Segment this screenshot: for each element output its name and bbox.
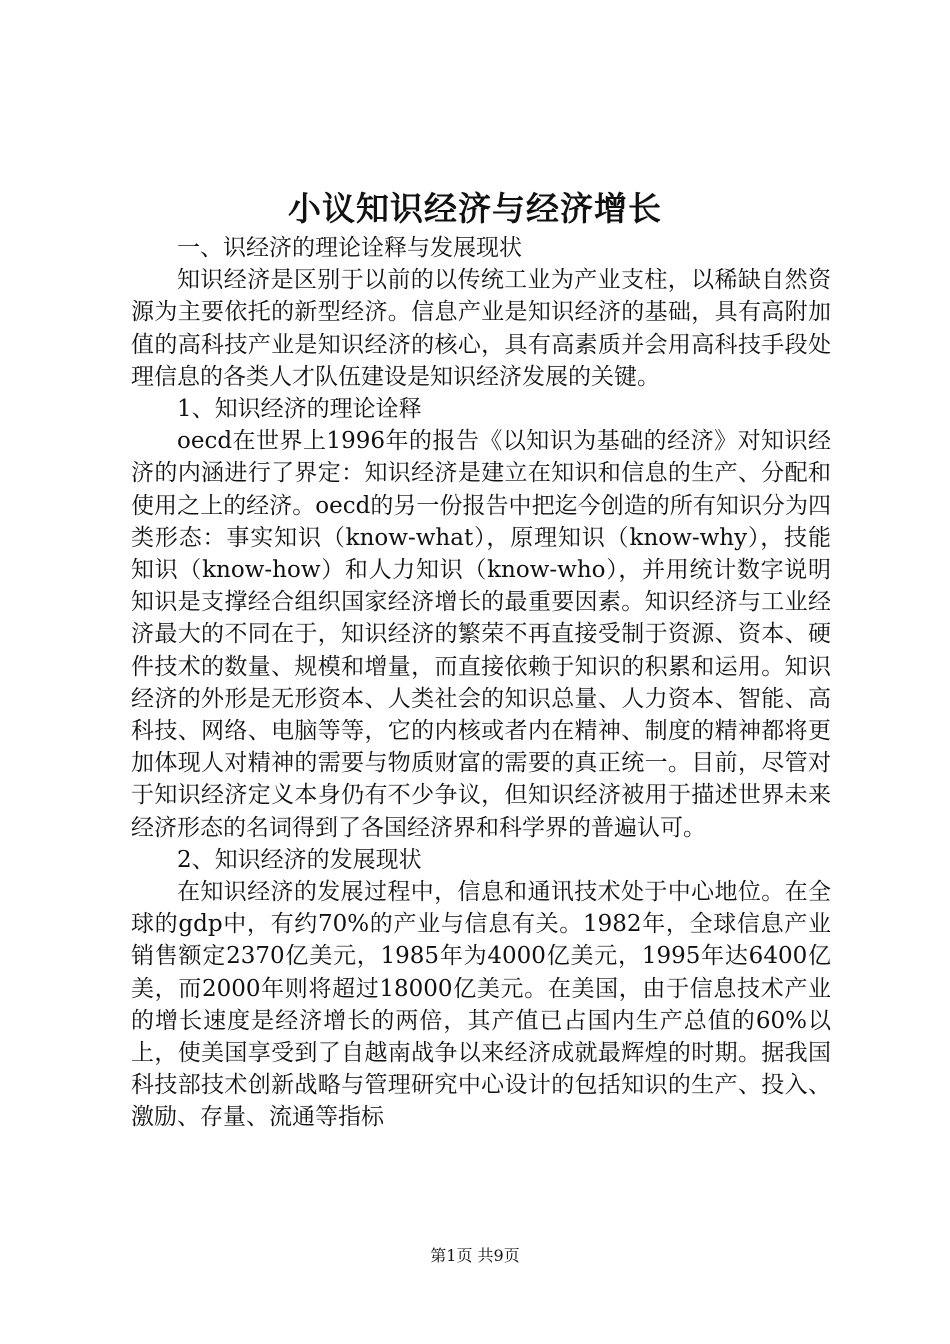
- subsection-heading-theory: 1、知识经济的理论诠释: [177, 396, 422, 423]
- page-number: 第1页 共9页: [430, 1246, 520, 1265]
- document-body: [131, 232, 831, 1134]
- paragraph-theory: oecd在世界上1996年的报告《以知识为基础的经济》对知识经济的内涵进行了界定：知识经济是建立在知识和信息的生产、分配和使用之上的经济。oecd的另一份报告中把迄今创造的所有知识分为四类形态：事实知识（know-what），原理知识（know-why），技能知识（know-how）和人力知识（know-who），并用统计数字说明知识是支撑经合组织国家经济增长的最重要因素。知识经济与工业经济最大的不同在于，知识经济的繁荣不再直接受制于资源、资本、硬件技术的数量、规模和增量，而直接依赖于知识的积累和运用。知识经济的外形是无形资本、人类社会的知识总量、人力资本、智能、高科技、网络、电脑等等，它的内核或者内在精神、制度的精神都将更加体现人对精神的需要与物质财富的需要的真正统一。目前，尽管对于知识经济定义本身仍有不少争议，但知识经济被用于描述世界未来经济形态的名词得到了各国经济界和科学界的普遍认可。: [131, 428, 831, 841]
- paragraph-intro: 知识经济是区别于以前的以传统工业为产业支柱，以稀缺自然资源为主要依托的新型经济。信息产业是知识经济的基础，具有高附加值的高科技产业是知识经济的核心，具有高素质并会用高科技手段处理信息的各类人才队伍建设是知识经济发展的关键。: [131, 267, 831, 390]
- section-heading: 一、识经济的理论诠释与发展现状: [177, 235, 522, 261]
- document-title: 小议知识经济与经济增长: [288, 189, 662, 228]
- paragraph-status: 在知识经济的发展过程中，信息和通讯技术处于中心地位。在全球的gdp中，有约70%的产业与信息有关。1982年，全球信息产业销售额定2370亿美元，1985年为4000亿美元，1995年达6400亿美，而2000年则将超过18000亿美元。在美国，由于信息技术产业的增长速度是经济增长的两倍，其产值已占国内生产总值的60%以上，使美国享受到了自越南战争以来经济成就最辉煌的时期。据我国科技部技术创新战略与管理研究中心设计的包括知识的生产、投入、激励、存量、流通等指标: [131, 879, 831, 1131]
- subsection-heading-status: 2、知识经济的发展现状: [177, 846, 422, 873]
